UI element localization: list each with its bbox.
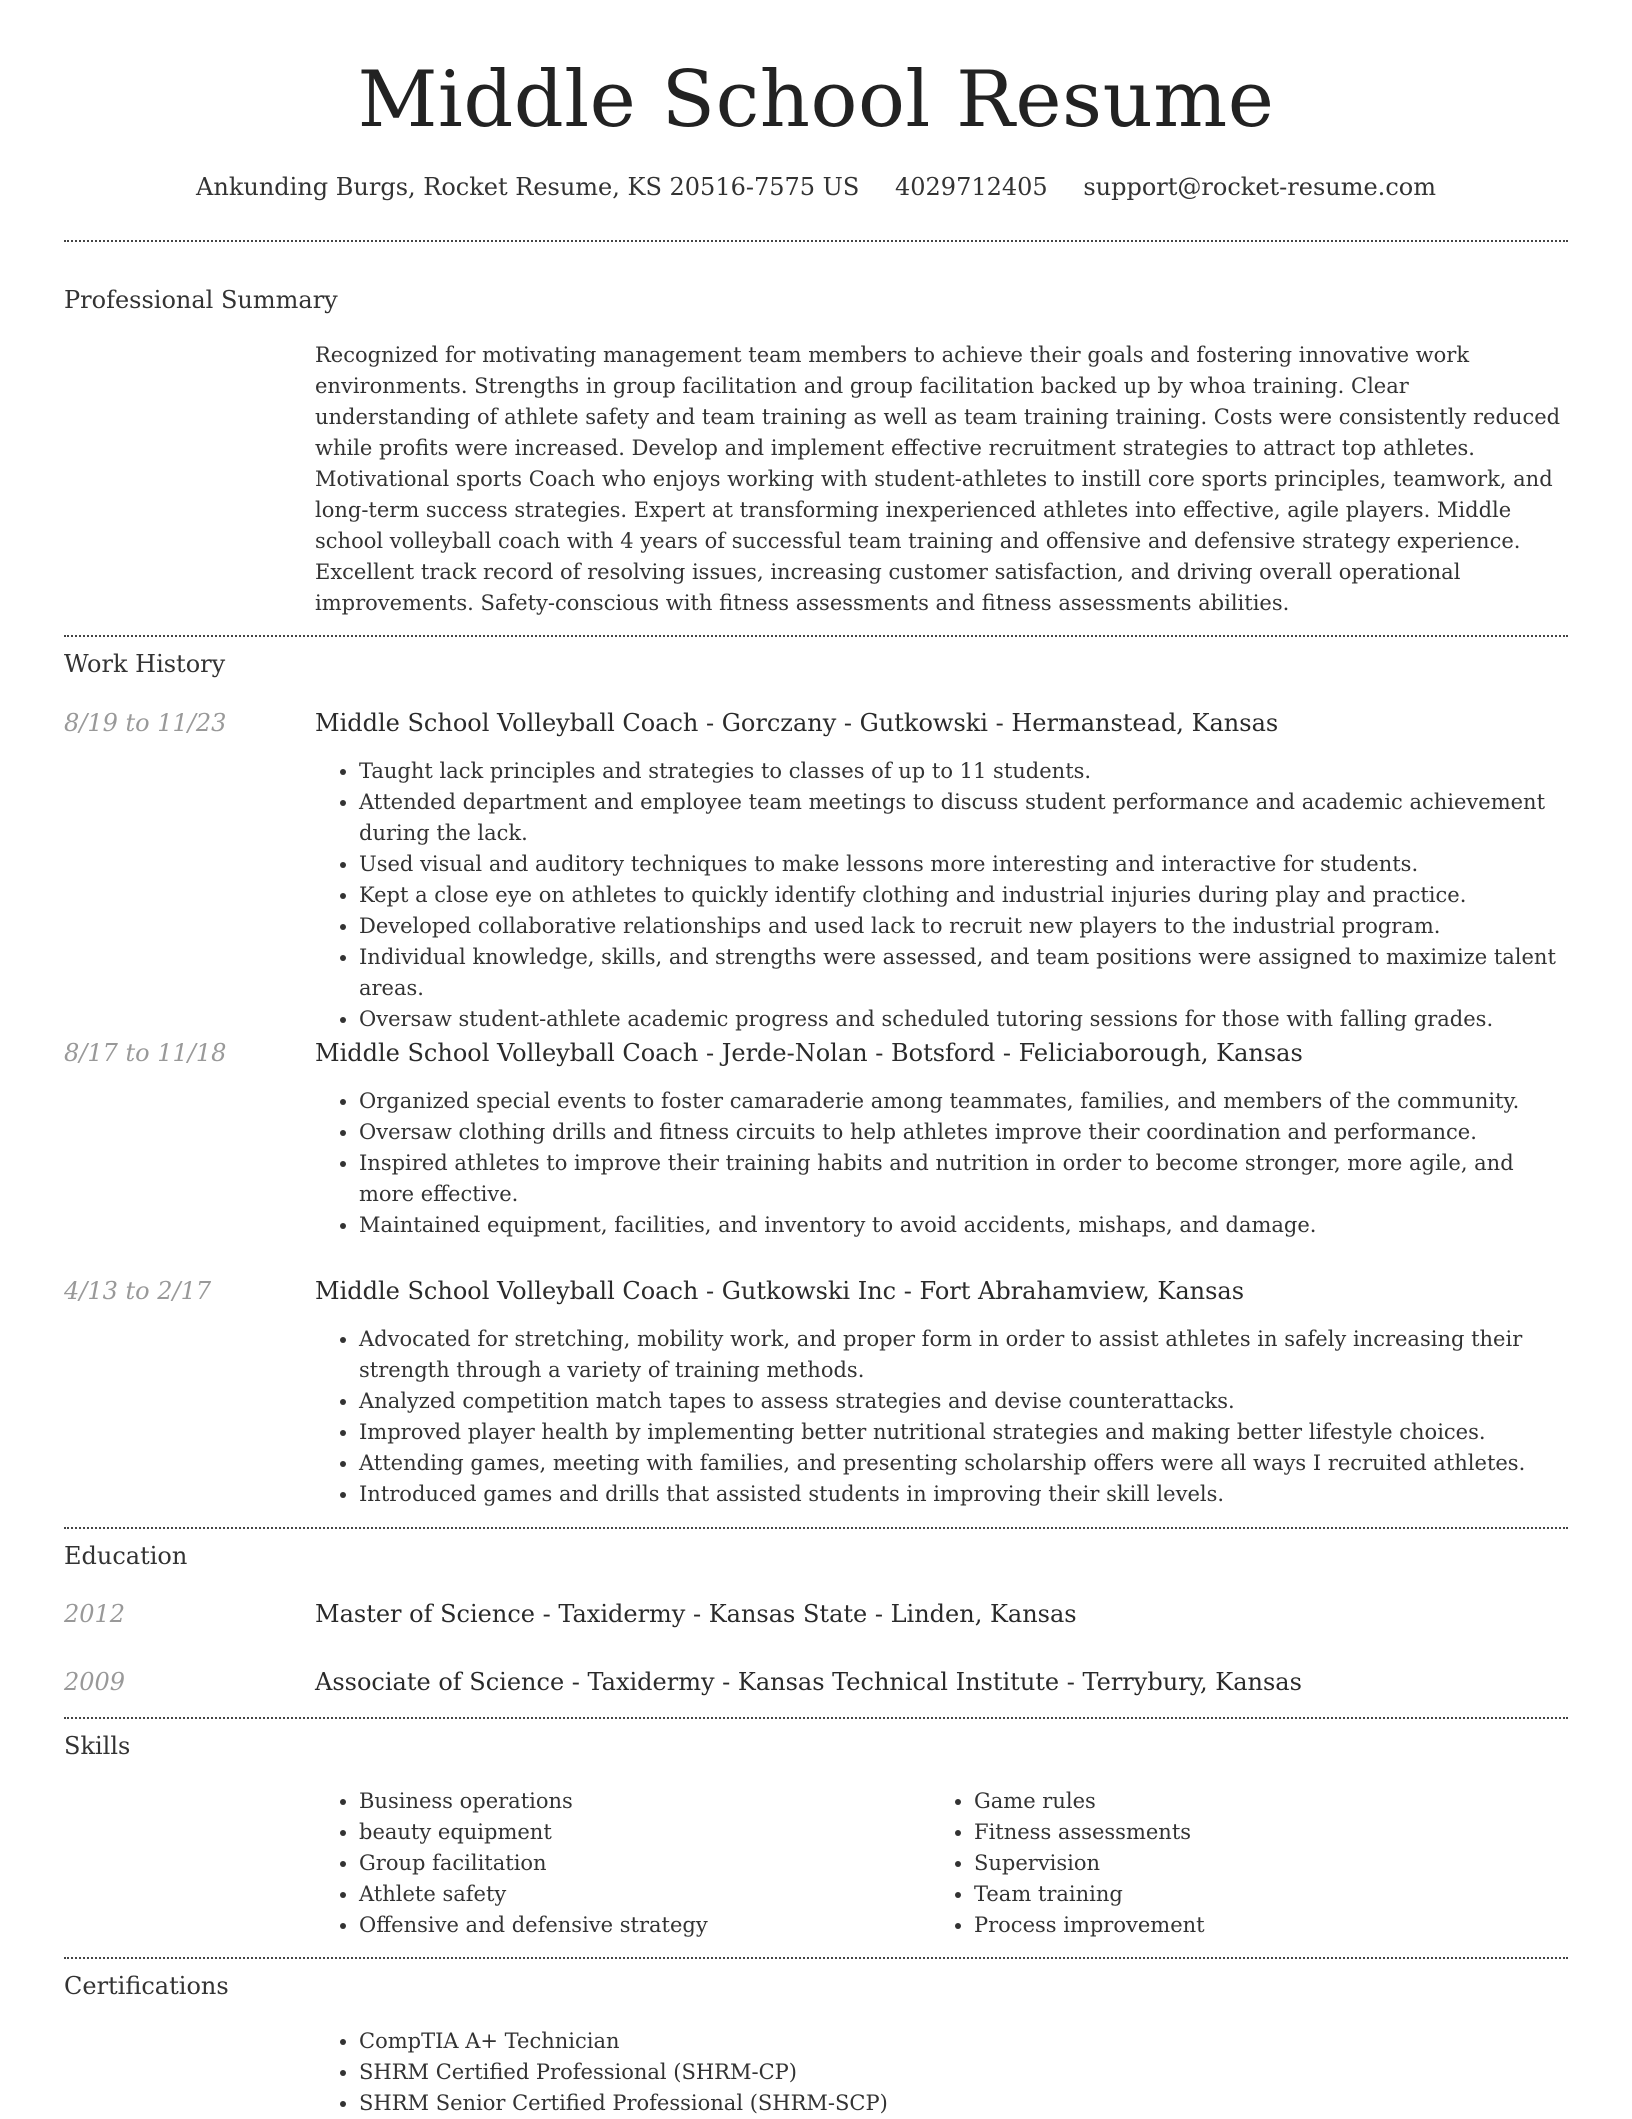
certification-item: • SHRM Certified Professional (SHRM-CP) <box>359 2057 1568 2088</box>
job-bullet: • Advocated for stretching, mobility work, and proper form in order to assist athletes in safely increasing their strength through a variety of training methods. <box>359 1324 1568 1386</box>
contact-line <box>64 170 1568 204</box>
job-dates: 8/17 to 11/18 <box>64 1039 227 1067</box>
job-bullets <box>315 1324 1568 1510</box>
skill-item: • Team training <box>974 1879 1632 1910</box>
skill-item: • Fitness assessments <box>974 1817 1632 1848</box>
job-bullet: • Maintained equipment, facilities, and inventory to avoid accidents, mishaps, and damage. <box>359 1210 1568 1241</box>
job-bullet: • Individual knowledge, skills, and strengths were assessed, and team positions were assigned to maximize talent areas. <box>359 942 1568 1004</box>
job-bullet: • Attending games, meeting with families, and presenting scholarship offers were all ways I recruited athletes. <box>359 1448 1568 1479</box>
skill-item: • Game rules <box>974 1786 1632 1817</box>
job-bullet: • Oversaw clothing drills and fitness circuits to help athletes improve their coordination and performance. <box>359 1117 1568 1148</box>
job-bullet: • Introduced games and drills that assisted students in improving their skill levels. <box>359 1479 1568 1510</box>
skill-item: • Athlete safety <box>359 1879 1568 1910</box>
education-year: 2009 <box>64 1668 126 1696</box>
work-history-heading: Work History <box>64 650 226 678</box>
contact-phone: 4029712405 <box>895 173 1048 201</box>
section-divider <box>64 240 1568 242</box>
job-dates: 4/13 to 2/17 <box>64 1277 212 1305</box>
skill-item: • Process improvement <box>974 1910 1632 1941</box>
job-bullet: • Organized special events to foster camaraderie among teammates, families, and members of the community. <box>359 1086 1568 1117</box>
job-bullet: • Developed collaborative relationships and used lack to recruit new players to the industrial program. <box>359 911 1568 942</box>
job-title: Middle School Volleyball Coach - Gorczany - Gutkowski - Hermanstead, Kansas <box>315 709 1279 737</box>
certifications-heading: Certifications <box>64 1972 229 2000</box>
skills-list-right <box>930 1786 1632 1941</box>
job-dates: 8/19 to 11/23 <box>64 709 227 737</box>
job-bullet: • Attended department and employee team meetings to discuss student performance and academic achievement during the lack. <box>359 787 1568 849</box>
job-bullet: • Oversaw student-athlete academic progress and scheduled tutoring sessions for those with falling grades. <box>359 1004 1568 1035</box>
summary-heading: Professional Summary <box>64 286 338 314</box>
section-divider <box>64 1957 1568 1959</box>
certification-item: • CompTIA A+ Technician <box>359 2026 1568 2057</box>
education-heading: Education <box>64 1542 188 1570</box>
job-title: Middle School Volleyball Coach - Jerde-Nolan - Botsford - Feliciaborough, Kansas <box>315 1039 1303 1067</box>
skill-item: • Business operations <box>359 1786 1568 1817</box>
job-bullet: • Used visual and auditory techniques to make lessons more interesting and interactive for students. <box>359 849 1568 880</box>
section-divider <box>64 1717 1568 1719</box>
summary-text: Recognized for motivating management team members to achieve their goals and fostering innovative work environments. Strengths in group facilitation and group facilitation backed up by whoa training. Clear understanding of athlete safety and team training as well as team training training. Costs were consistently reduced while profits were increased. Develop and implement effective recruitment strategies to attract top athletes. Motivational sports Coach who enjoys working with student-athletes to instill core sports principles, teamwork, and long-term success strategies. Expert at transforming inexperienced athletes into effective, agile players. Middle school volleyball coach with 4 years of successful team training and offensive and defensive strategy experience. Excellent track record of resolving issues, increasing customer satisfaction, and driving overall operational improvements. Safety-conscious with fitness assessments and fitness assessments abilities. <box>315 343 1561 615</box>
education-degree: Master of Science - Taxidermy - Kansas State - Linden, Kansas <box>315 1600 1077 1628</box>
skills-heading: Skills <box>64 1732 131 1760</box>
section-divider <box>64 635 1568 637</box>
job-bullet: • Analyzed competition match tapes to assess strategies and devise counterattacks. <box>359 1386 1568 1417</box>
contact-address: Ankunding Burgs, Rocket Resume, KS 20516-7575 US <box>196 173 860 201</box>
section-divider <box>64 1527 1568 1529</box>
skill-item: • Supervision <box>974 1848 1632 1879</box>
job-bullets <box>315 756 1568 1035</box>
skill-item: • beauty equipment <box>359 1817 1568 1848</box>
certifications-list <box>315 2026 1568 2119</box>
skill-item: • Group facilitation <box>359 1848 1568 1879</box>
job-bullets <box>315 1086 1568 1241</box>
job-bullet: • Taught lack principles and strategies to classes of up to 11 students. <box>359 756 1568 787</box>
certification-item: • SHRM Senior Certified Professional (SHRM-SCP) <box>359 2088 1568 2119</box>
education-degree: Associate of Science - Taxidermy - Kansas Technical Institute - Terrybury, Kansas <box>315 1668 1302 1696</box>
education-year: 2012 <box>64 1600 126 1628</box>
job-bullet: • Kept a close eye on athletes to quickly identify clothing and industrial injuries during play and practice. <box>359 880 1568 911</box>
job-title: Middle School Volleyball Coach - Gutkowski Inc - Fort Abrahamview, Kansas <box>315 1277 1245 1305</box>
skill-item: • Offensive and defensive strategy <box>359 1910 1568 1941</box>
resume-title: Middle School Resume <box>357 55 1275 145</box>
job-bullet: • Improved player health by implementing better nutritional strategies and making better lifestyle choices. <box>359 1417 1568 1448</box>
job-bullet: • Inspired athletes to improve their training habits and nutrition in order to become stronger, more agile, and more effective. <box>359 1148 1568 1210</box>
contact-email: support@rocket-resume.com <box>1083 173 1436 201</box>
